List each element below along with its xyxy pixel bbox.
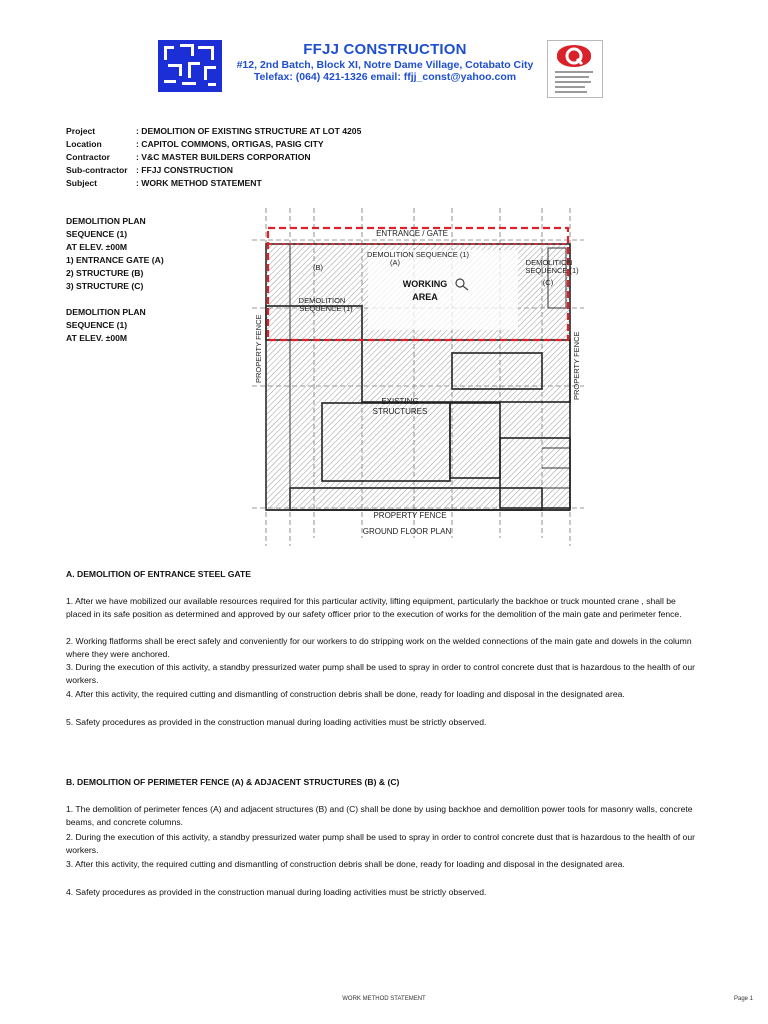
label-fence-bottom: PROPERTY FENCE bbox=[373, 511, 447, 520]
label-existing-1: EXISTING bbox=[381, 397, 419, 406]
section-a-paragraph-3: 3. During the execution of this activity, a standby pressurized water pump shall be used to spray in order to control concrete dust that is hazardous to the health of our workers. bbox=[66, 662, 695, 685]
label-existing-2: STRUCTURES bbox=[372, 407, 428, 416]
label-seq-b-1: DEMOLITION bbox=[298, 296, 346, 305]
plan-note: SEQUENCE (1) bbox=[66, 320, 128, 330]
section-a-title: A. DEMOLITION OF ENTRANCE STEEL GATE bbox=[66, 569, 251, 579]
ground-floor-plan-drawing bbox=[252, 208, 584, 546]
section-a-paragraph-5: 5. Safety procedures as provided in the construction manual during loading activities must be strictly observed. bbox=[66, 717, 487, 727]
section-a-paragraph-2: 2. Working flatforms shall be erect safely and conveniently for our workers to do stripping work on the welded connections of the main gate and dowels in the column where they were anchored. bbox=[66, 636, 692, 659]
label-entrance-gate: ENTRANCE / GATE bbox=[376, 229, 448, 238]
info-row-subject: Subject : WORK METHOD STATEMENT bbox=[66, 178, 262, 188]
label-ground-floor: GROUND FLOOR PLAN bbox=[362, 527, 452, 536]
company-header bbox=[230, 40, 540, 83]
info-row-subcontractor: Sub-contractor : FFJJ CONSTRUCTION bbox=[66, 165, 233, 175]
company-telefax: Telefax: (064) 421-1326 email: ffjj_const@yahoo.com bbox=[253, 71, 517, 83]
label-b: (B) bbox=[313, 263, 323, 272]
plan-note: AT ELEV. ±00M bbox=[66, 242, 128, 252]
info-row-project: Project : DEMOLITION OF EXISTING STRUCTURE AT LOT 4205 bbox=[66, 126, 362, 136]
section-b-paragraph-1: 1. The demolition of perimeter fences (A) and adjacent structures (B) and (C) shall be done by using backhoe and demolition power tools for masonry walls, concrete beams, and concrete columns. bbox=[66, 804, 693, 827]
page-number: Page 1 bbox=[734, 996, 754, 1002]
plan-notes bbox=[66, 215, 164, 345]
plan-note: 2) STRUCTURE (B) bbox=[66, 268, 144, 278]
section-b-paragraph-3: 3. After this activity, the required cutting and dismantling of construction debris shall be done, ready for loading and disposal in the designated area. bbox=[66, 859, 625, 869]
label-seq-c-2: SEQUENCE (1) bbox=[525, 266, 579, 275]
plan-note: DEMOLITION PLAN bbox=[66, 307, 146, 317]
label-area: AREA bbox=[412, 292, 438, 302]
company-name: FFJJ CONSTRUCTION bbox=[303, 41, 467, 58]
info-row-location: Location : CAPITOL COMMONS, ORTIGAS, PASIG CITY bbox=[66, 139, 324, 149]
plan-note: AT ELEV. ±00M bbox=[66, 333, 128, 343]
plan-note: DEMOLITION PLAN bbox=[66, 216, 146, 226]
label-seq-a-2: (A) bbox=[390, 258, 400, 267]
label-seq-c-1: DEMOLITION bbox=[525, 258, 573, 267]
label-working: WORKING bbox=[402, 279, 448, 289]
label-seq-b-2: SEQUENCE (1) bbox=[299, 304, 353, 313]
section-a-paragraph-4: 4. After this activity, the required cutting and dismantling of construction debris shall be done, ready for loading and disposal in the designated area. bbox=[66, 689, 625, 699]
section-a-paragraph-1: 1. After we have mobilized our available resources required for this particular activity, lifting equipment, particularly the backhoe or truck mounted crane , shall be placed in its safe position as determined and approved by our safety officer prior to the execution of works for the demolition of the main gate and perimeter fence. bbox=[66, 596, 682, 619]
company-address: #12, 2nd Batch, Block XI, Notre Dame Village, Cotabato City bbox=[236, 59, 534, 71]
section-b-paragraph-2: 2. During the execution of this activity, a standby pressurized water pump shall be used to spray in order to control concrete dust that is hazardous to the health of our workers. bbox=[66, 832, 695, 855]
label-seq-a-1: DEMOLITION SEQUENCE (1) bbox=[366, 250, 470, 259]
section-b-paragraph-4: 4. Safety procedures as provided in the construction manual during loading activities must be strictly observed. bbox=[66, 887, 487, 897]
membership-logo bbox=[547, 40, 603, 98]
plan-note: 3) STRUCTURE (C) bbox=[66, 281, 144, 291]
plan-note: 1) ENTRANCE GATE (A) bbox=[66, 255, 164, 265]
info-row-contractor: Contractor : V&C MASTER BUILDERS CORPORATION bbox=[66, 152, 311, 162]
label-c: (C) bbox=[542, 278, 554, 287]
label-fence-right: PROPERTY FENCE bbox=[572, 331, 581, 400]
label-fence-left: PROPERTY FENCE bbox=[254, 314, 263, 383]
plan-note: SEQUENCE (1) bbox=[66, 229, 128, 239]
company-logo bbox=[158, 40, 222, 92]
section-b-title: B. DEMOLITION OF PERIMETER FENCE (A) & ADJACENT STRUCTURES (B) & (C) bbox=[66, 777, 400, 787]
footer-title: WORK METHOD STATEMENT bbox=[342, 996, 426, 1002]
project-info bbox=[66, 125, 361, 190]
